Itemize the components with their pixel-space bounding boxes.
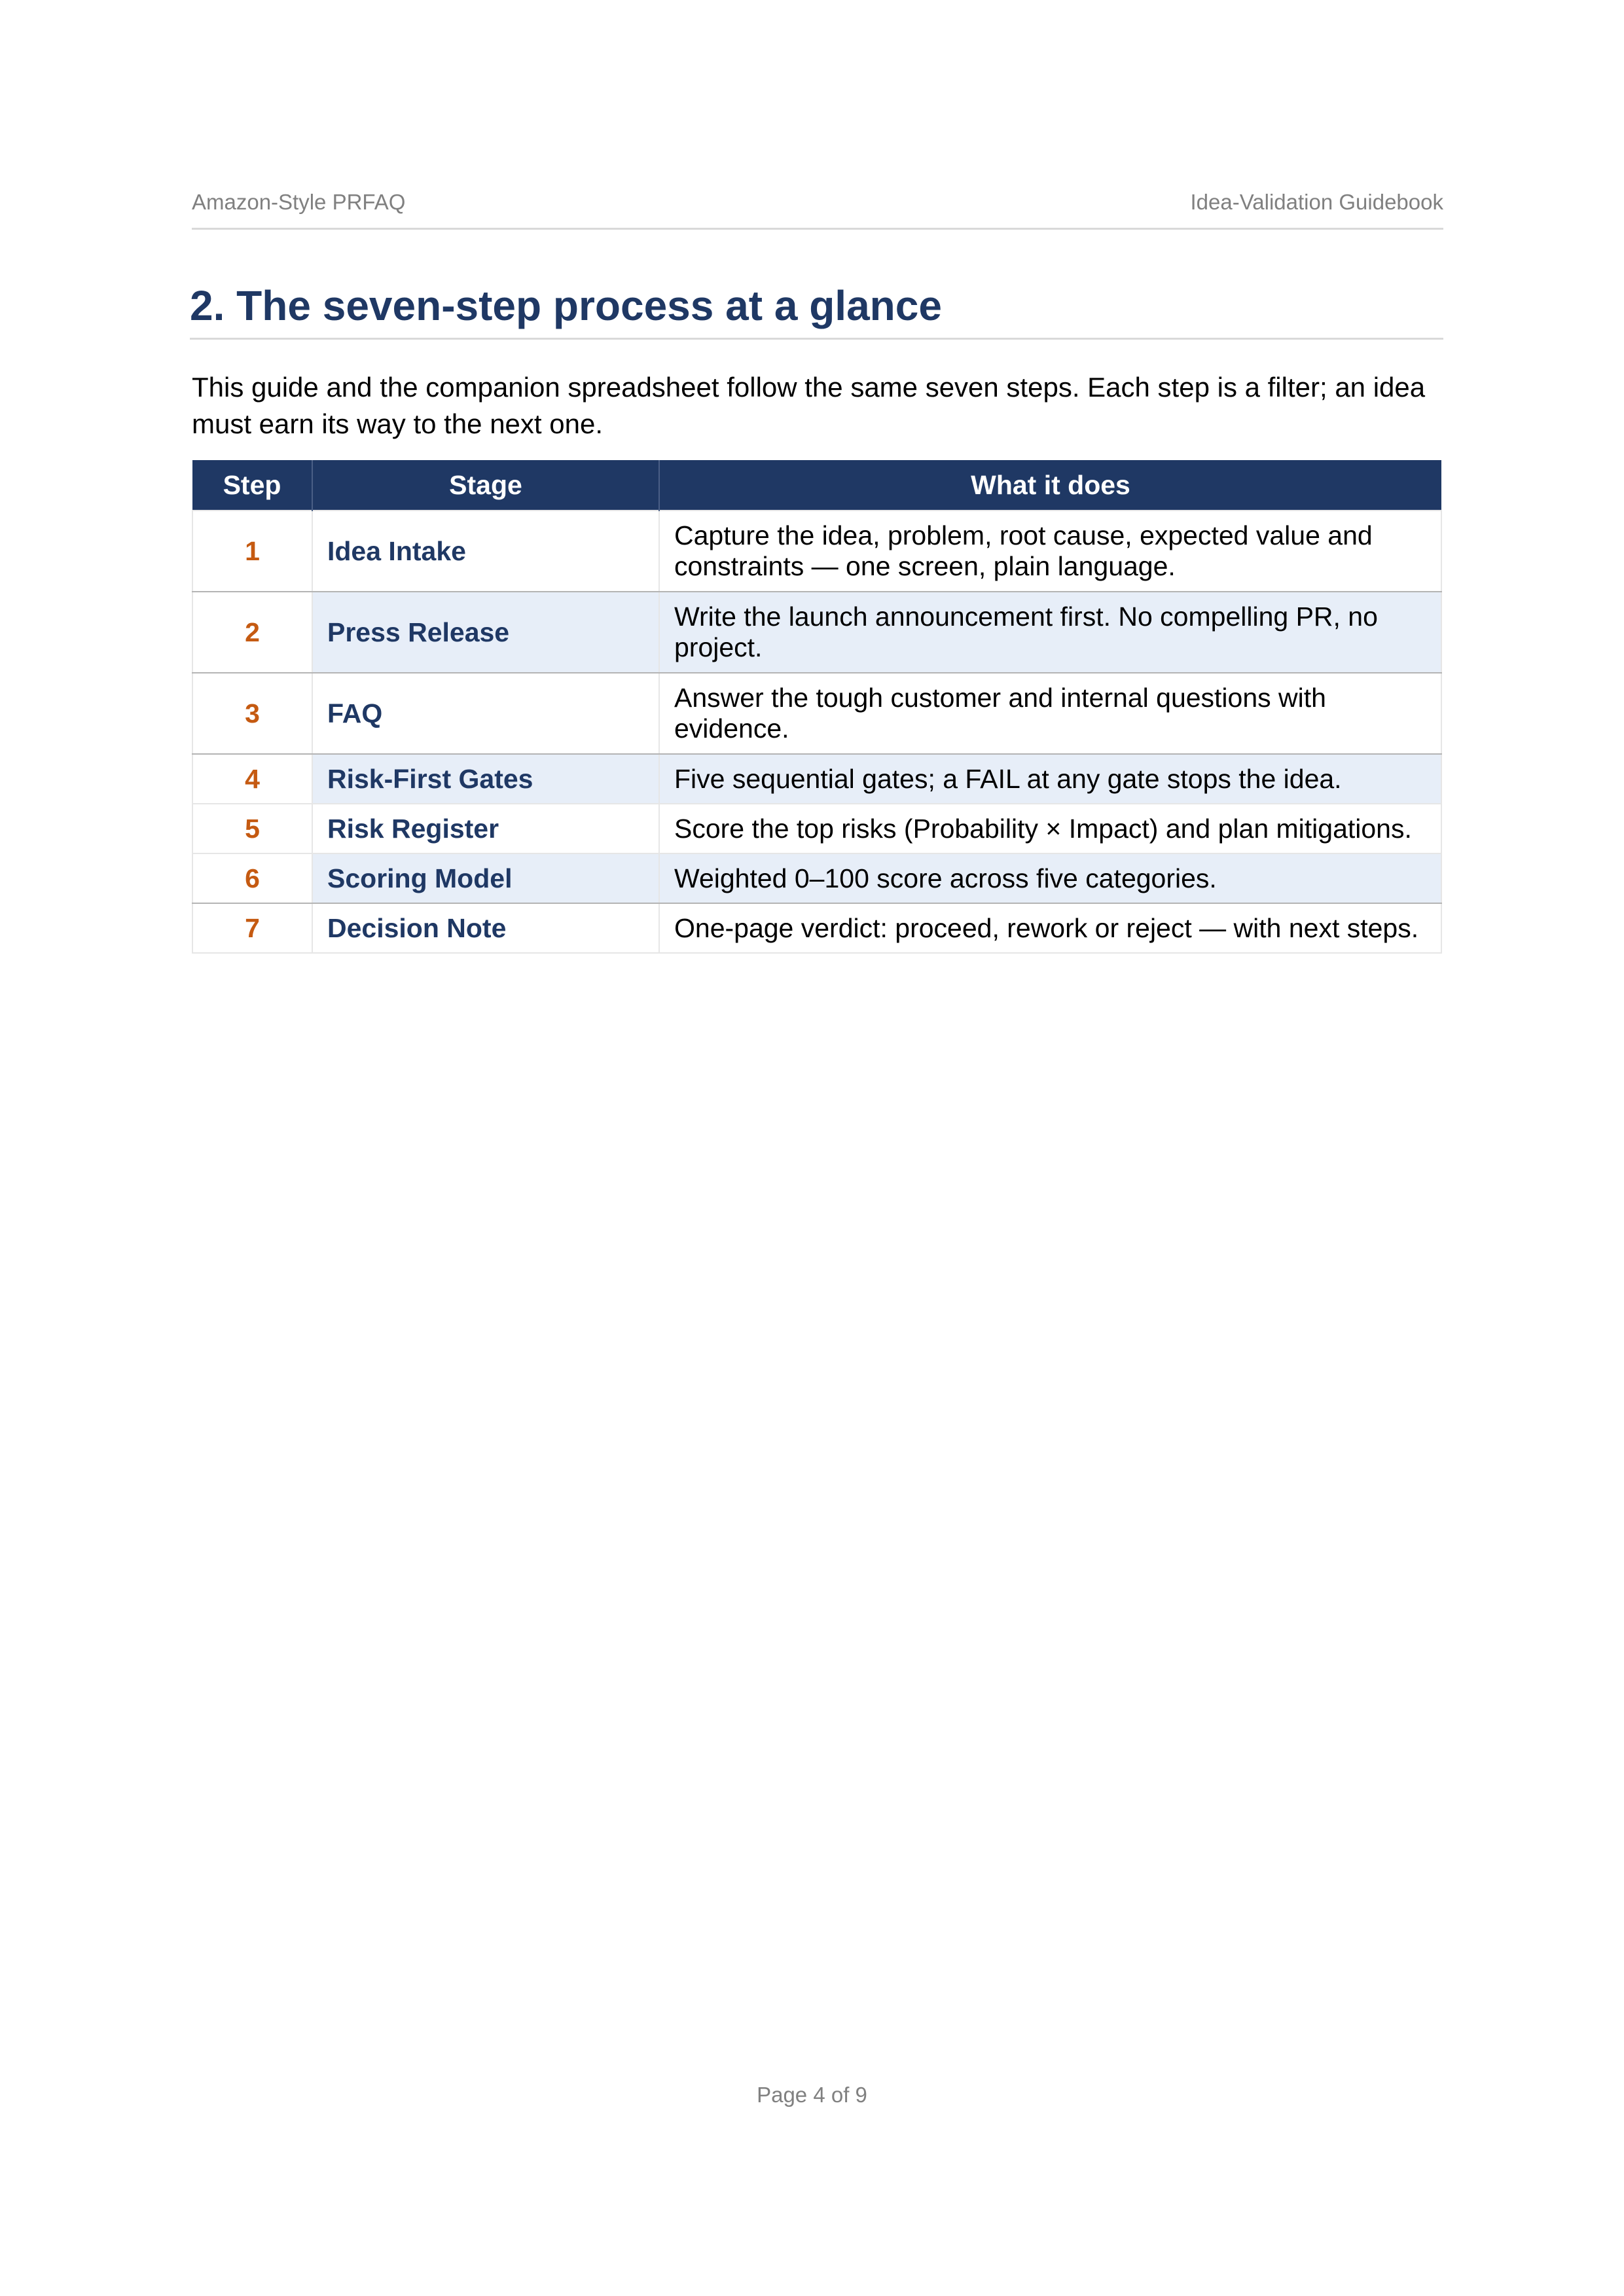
step-number: 6: [192, 853, 312, 903]
step-number: 2: [192, 592, 312, 673]
stage-name: Idea Intake: [312, 511, 659, 592]
intro-paragraph: This guide and the companion spreadsheet follow the same seven steps. Each step is a filter; an idea must earn its way to the next one.: [192, 372, 1426, 439]
stage-description: Five sequential gates; a FAIL at any gate stops the idea.: [659, 754, 1441, 804]
table-row: [192, 853, 1441, 903]
column-header-what-it-does: What it does: [659, 460, 1441, 511]
table-row: [192, 592, 1441, 673]
stage-name: FAQ: [312, 673, 659, 754]
stage-name: Decision Note: [312, 903, 659, 953]
step-number: 4: [192, 754, 312, 804]
stage-description: Write the launch announcement first. No compelling PR, no project.: [659, 592, 1441, 673]
table-row: [192, 511, 1441, 592]
stage-description: Capture the idea, problem, root cause, expected value and constraints — one screen, plain language.: [659, 511, 1441, 592]
table-row: [192, 804, 1441, 853]
section-heading: 2. The seven-step process at a glance: [190, 283, 1443, 340]
stage-name: Scoring Model: [312, 853, 659, 903]
step-number: 5: [192, 804, 312, 853]
stage-description: Score the top risks (Probability × Impact) and plan mitigations.: [659, 804, 1441, 853]
column-header-stage: Stage: [312, 460, 659, 511]
step-number: 7: [192, 903, 312, 953]
stage-name: Press Release: [312, 592, 659, 673]
table-row: [192, 673, 1441, 754]
column-header-step: Step: [192, 460, 312, 511]
stage-name: Risk Register: [312, 804, 659, 853]
header-document-title: Amazon-Style PRFAQ: [192, 190, 406, 214]
stage-description: Answer the tough customer and internal questions with evidence.: [659, 673, 1441, 754]
page-number: Page 4 of 9: [757, 2083, 867, 2107]
stage-name: Risk-First Gates: [312, 754, 659, 804]
table-row: [192, 754, 1441, 804]
header-guidebook-title: Idea-Validation Guidebook: [1190, 190, 1443, 214]
stage-description: Weighted 0–100 score across five categories.: [659, 853, 1441, 903]
running-header: [192, 190, 1443, 230]
table-header-row: [192, 460, 1441, 511]
process-steps-table: [192, 460, 1442, 954]
step-number: 1: [192, 511, 312, 592]
stage-description: One-page verdict: proceed, rework or reject — with next steps.: [659, 903, 1441, 953]
step-number: 3: [192, 673, 312, 754]
table-row: [192, 903, 1441, 953]
